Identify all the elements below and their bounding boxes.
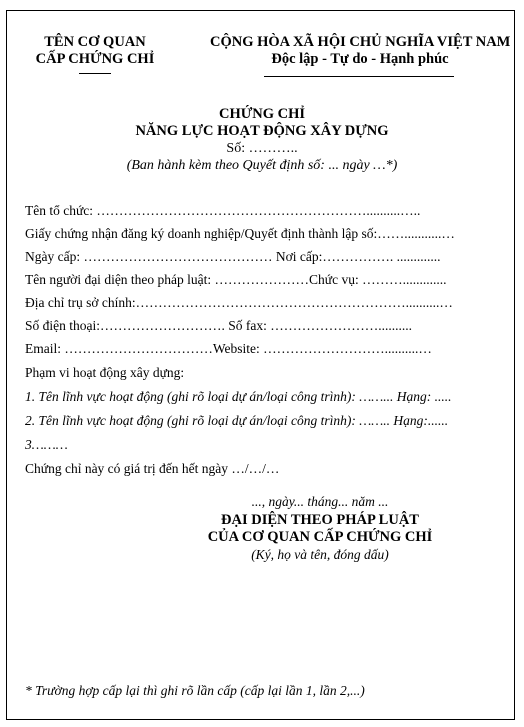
representative-field: Tên người đại diện theo pháp luật: …………………Chức vụ: ………............. xyxy=(25,272,447,287)
certificate-title: CHỨNG CHỈ xyxy=(218,106,306,122)
phone-fax-field: Số điện thoại:………………………. Số fax: …………………….......... xyxy=(25,318,412,333)
signature-title-2: CỦA CƠ QUAN CẤP CHỨNG CHỈ xyxy=(207,529,433,545)
footnote: * Trường hợp cấp lại thì ghi rõ lần cấp (cấp lại lần 1, lần 2,...) xyxy=(25,683,365,698)
certificate-subtitle: NĂNG LỰC HOẠT ĐỘNG XÂY DỰNG xyxy=(135,123,389,139)
left-header-rule xyxy=(79,73,111,74)
business-cert-field: Giấy chứng nhận đăng ký doanh nghiệp/Quyết định thành lập số:……...........… xyxy=(25,226,455,241)
issuing-agency-name: TÊN CƠ QUAN xyxy=(44,34,146,50)
certificate-number: Số: ……….. xyxy=(226,141,298,156)
org-name-field: Tên tổ chức: ……………………………………………………..........….. xyxy=(25,203,421,218)
scope-item-2: 2. Tên lĩnh vực hoạt động (ghi rõ loại dự án/loại công trình): …….. Hạng:...... xyxy=(25,413,449,428)
right-header-rule xyxy=(264,76,454,77)
national-title: CỘNG HÒA XÃ HỘI CHỦ NGHĨA VIỆT NAM xyxy=(210,34,511,50)
email-website-field: Email: ……………………………Website: ………………………..........… xyxy=(25,341,432,356)
scope-item-3: 3……… xyxy=(25,437,68,452)
scope-item-1: 1. Tên lĩnh vực hoạt động (ghi rõ loại dự án/loại công trình): ……... Hạng: ..... xyxy=(25,389,452,404)
signature-date-line: ..., ngày... tháng... năm ... xyxy=(251,494,389,509)
issuing-agency-subtitle: CẤP CHỨNG CHỈ xyxy=(35,51,155,67)
issued-note: (Ban hành kèm theo Quyết định số: ... ngày …*) xyxy=(126,158,398,173)
signature-title-1: ĐẠI DIỆN THEO PHÁP LUẬT xyxy=(221,512,419,528)
address-field: Địa chỉ trụ sở chính:……………………………………………………..........… xyxy=(25,295,453,310)
national-motto: Độc lập - Tự do - Hạnh phúc xyxy=(271,51,449,67)
signature-note: (Ký, họ và tên, đóng dấu) xyxy=(251,547,389,562)
scope-heading: Phạm vi hoạt động xây dựng: xyxy=(25,365,185,380)
validity-field: Chứng chỉ này có giá trị đến hết ngày …/…/… xyxy=(25,461,280,476)
issue-date-field: Ngày cấp: …………………………………… Nơi cấp:……………. ............. xyxy=(25,249,441,264)
